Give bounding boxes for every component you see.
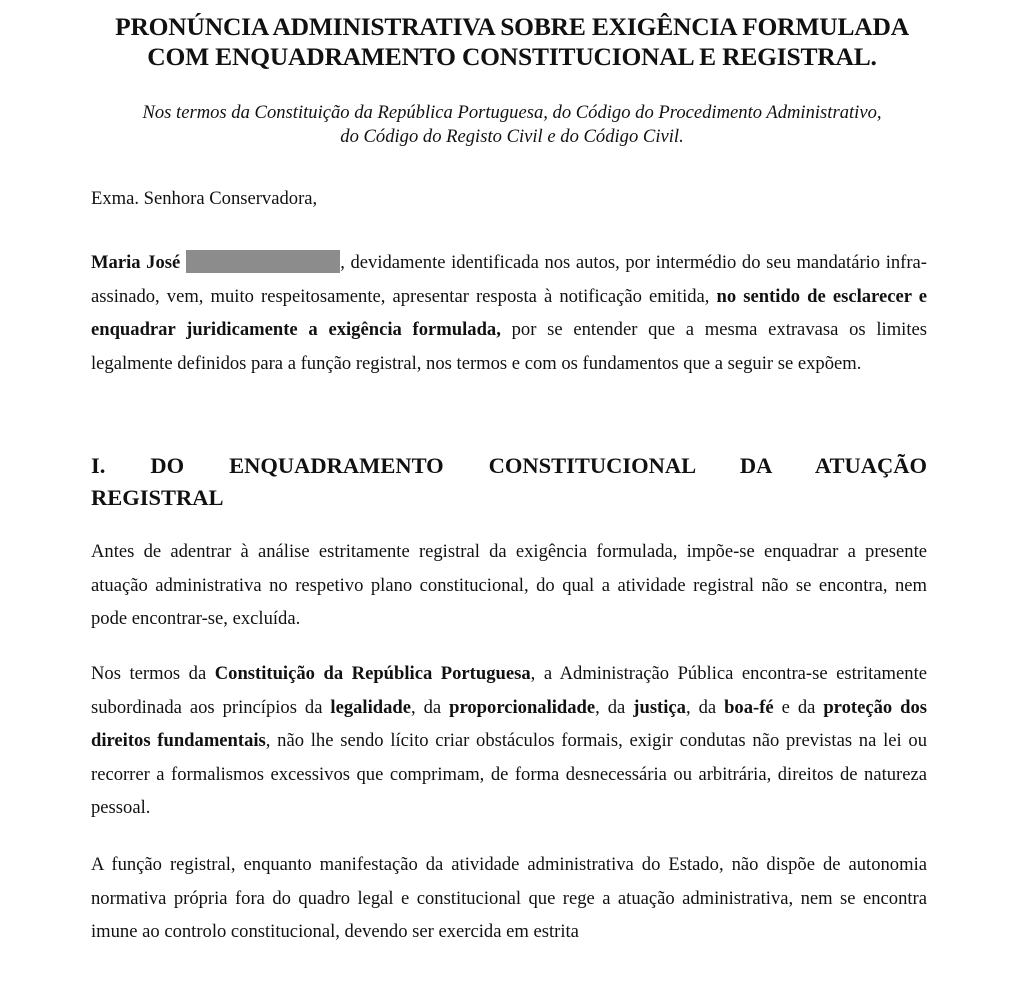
redaction-box [186, 250, 340, 273]
p2-text-2: , a Administração Pública encontra-se estritamente subordinada aos princípios da [91, 663, 927, 718]
intro-bold-text: no sentido de esclarecer e enquadrar juridicamente a exigência formulada, [91, 285, 927, 340]
section-heading [91, 450, 927, 514]
p2-bold-constitution: Constituição da República Portuguesa [214, 663, 531, 684]
p2-bold-legality: legalidade [330, 696, 411, 718]
p2-text-6: e da [773, 696, 824, 718]
p2-bold-good-faith: boa-fé [724, 696, 774, 718]
p2-text-5: , da [685, 696, 725, 718]
subtitle-line-2: do Código do Registo Civil e do Código Civil. [340, 126, 684, 147]
p2-bold-proportionality: proporcionalidade [449, 696, 596, 718]
document-title [60, 12, 964, 72]
p2-text-7: , não lhe sendo lícito criar obstáculos formais, exigir condutas não previstas na lei ou recorrer a formalismos excessivos que comprimam, de forma desnecessária ou arbitrária, direitos de natureza pessoal. [91, 730, 928, 818]
section-paragraph-1: Antes de adentrar à análise estritamente registral da exigência formulada, impõe-se enquadrar a presente atuação administrativa no respetivo plano constitucional, do qual a atividade registral não se encontra, nem pode encontrar-se, excluída. [91, 541, 927, 629]
section-heading-line-2: REGISTRAL [91, 485, 224, 510]
greeting: Exma. Senhora Conservadora, [91, 188, 318, 209]
title-line-2: COM ENQUADRAMENTO CONSTITUCIONAL E REGISTRAL. [147, 42, 877, 71]
intro-paragraph [91, 246, 927, 380]
intro-text-a: , devidamente identificada nos autos, por intermédio do seu mandatário infra-assinado, vem, muito respeitosamente, apresentar resposta à notificação emitida, [91, 252, 927, 307]
p2-text-3: , da [411, 696, 450, 718]
section-paragraph-2 [91, 657, 927, 825]
section-paragraph-3: A função registral, enquanto manifestação da atividade administrativa do Estado, não dispõe de autonomia normativa própria fora do quadro legal e constitucional que rege a atuação administrativa, nem se encontra imune ao controlo constitucional, devendo ser exercida em estrita [91, 854, 927, 942]
p2-text-1: Nos termos da [91, 663, 215, 684]
p2-bold-fundamental-rights: proteção dos direitos fundamentais [91, 696, 928, 751]
client-name: Maria José [91, 252, 181, 273]
document-subtitle [60, 101, 964, 149]
section-heading-line-1: I. DO ENQUADRAMENTO CONSTITUCIONAL DA ATUAÇÃO [91, 453, 927, 478]
intro-text-c: por se entender que a mesma extravasa os limites legalmente definidos para a função registral, nos termos e com os fundamentos que a seguir se expõem. [91, 319, 927, 374]
title-line-1: PRONÚNCIA ADMINISTRATIVA SOBRE EXIGÊNCIA FORMULADA [115, 12, 909, 41]
p2-text-4: , da [595, 696, 634, 718]
p2-bold-justice: justiça [633, 696, 686, 718]
subtitle-line-1: Nos termos da Constituição da República Portuguesa, do Código do Procedimento Administrativo, [142, 102, 882, 123]
